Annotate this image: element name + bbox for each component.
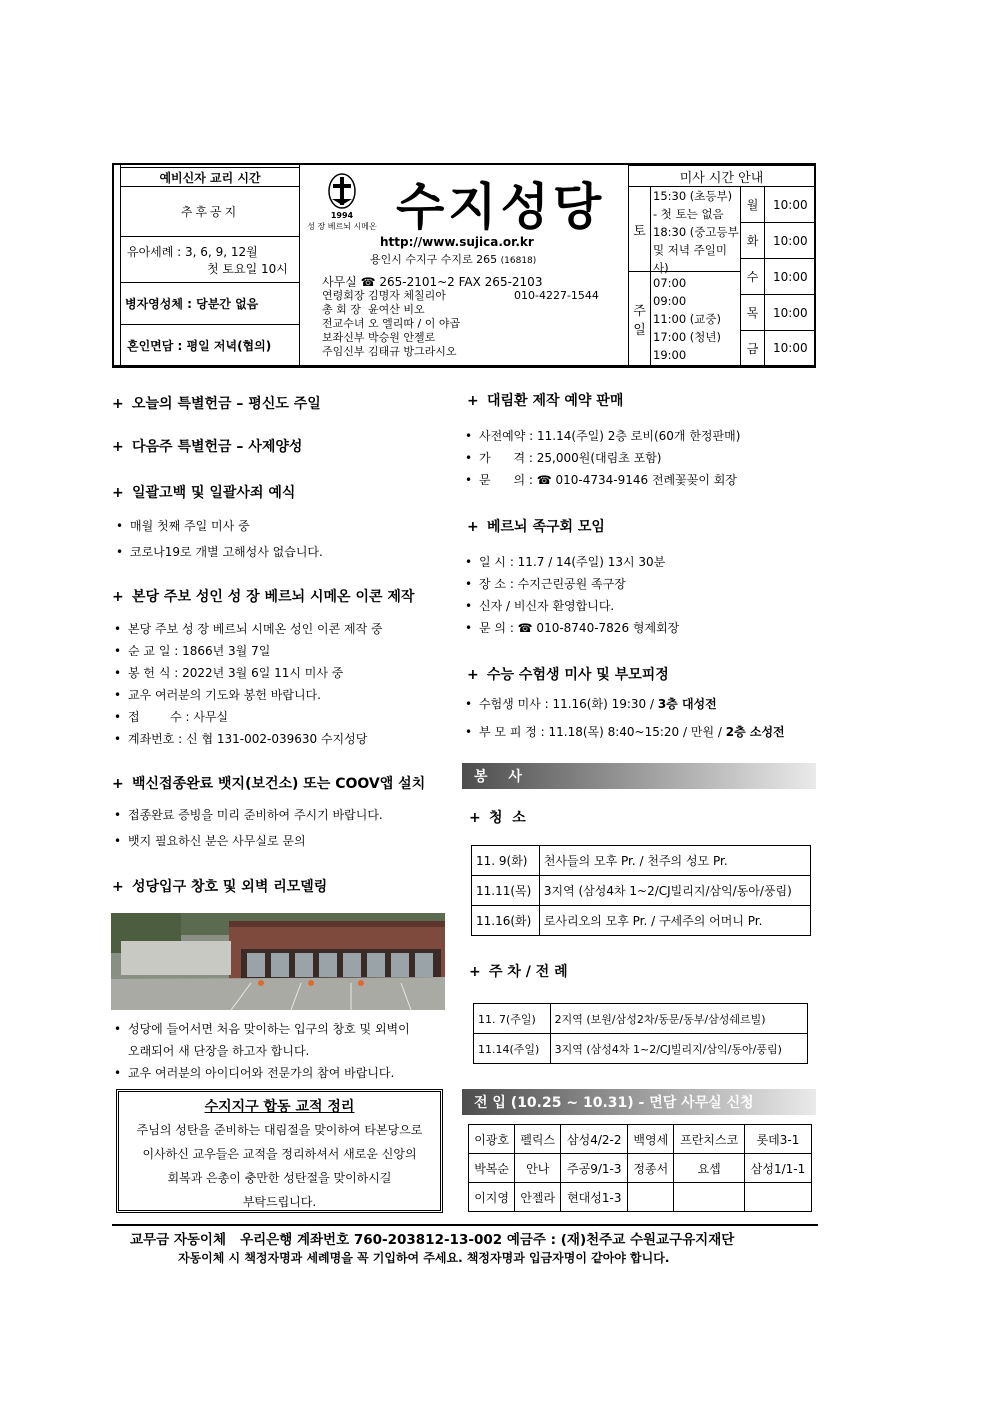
list-item bbox=[463, 693, 785, 715]
mass-time-line: - 첫 토는 없음 bbox=[653, 207, 724, 221]
exam-mass-list bbox=[463, 693, 785, 743]
sunday-label bbox=[629, 272, 651, 365]
weekday-time: 10:00 bbox=[773, 197, 808, 212]
staff-name: 오 엘리따 / 이 야곱 bbox=[368, 317, 461, 330]
remodeling-list bbox=[112, 1018, 410, 1084]
table-cell: 요셉 bbox=[674, 1154, 745, 1183]
staff-role: 보좌신부 bbox=[322, 331, 365, 344]
confession-list bbox=[114, 515, 323, 563]
parking-table bbox=[473, 1003, 808, 1064]
mass-schedule-title: 미사 시간 안내 bbox=[629, 165, 815, 187]
plus-marker: + bbox=[112, 776, 124, 792]
transfer-bar: 전 입 (10.25 ~ 10.31) - 면담 사무실 신청 bbox=[462, 1089, 816, 1115]
table-row bbox=[472, 906, 811, 936]
section-heading: 백신접종완료 뱃지(보건소) 또는 COOV앱 설치 bbox=[132, 776, 426, 792]
table-cell: 2지역 (보원/삼성2차/동문/동부/삼성쉐르빌) bbox=[550, 1004, 807, 1034]
infant-baptism-line2: 첫 토요일 10시 bbox=[207, 261, 288, 276]
catechism-value: 추후공지 bbox=[121, 187, 299, 237]
table-cell bbox=[674, 1183, 745, 1212]
section-heading: 일괄고백 및 일괄사죄 예식 bbox=[132, 485, 296, 501]
staff-role: 전교수녀 bbox=[322, 317, 365, 330]
section-heading: 청 소 bbox=[489, 810, 526, 826]
table-cell: 현대성1-3 bbox=[561, 1183, 628, 1212]
table-row bbox=[474, 1004, 808, 1034]
table-cell: 3지역 (삼성4차 1~2/CJ빌리지/삼익/동아/풍림) bbox=[550, 1034, 807, 1064]
section-heading: 주 차 / 전 례 bbox=[489, 964, 568, 980]
table-cell: 삼성4/2-2 bbox=[561, 1125, 628, 1154]
table-cell: 안젤라 bbox=[515, 1183, 561, 1212]
vaccine-list bbox=[112, 804, 383, 852]
weekday-label: 월 bbox=[741, 187, 765, 222]
sunday-mass bbox=[629, 272, 741, 365]
logo-year: 1994 bbox=[330, 211, 354, 220]
table-cell: 펠릭스 bbox=[515, 1125, 561, 1154]
table-cell: 안나 bbox=[515, 1154, 561, 1183]
parish-address bbox=[370, 251, 536, 267]
staff-role: 연령회장 bbox=[322, 289, 365, 302]
section-jokgu-club bbox=[467, 516, 605, 536]
section-advent-wreath bbox=[467, 390, 623, 410]
weekday-time: 10:00 bbox=[773, 305, 808, 320]
weekday-mass bbox=[741, 259, 815, 295]
plus-marker: + bbox=[469, 810, 481, 826]
list-item: • 본당 주보 성 장 베르뇌 시메온 성인 이콘 제작 중 bbox=[112, 618, 383, 640]
staff-extra: 010-4227-1544 bbox=[514, 289, 599, 302]
staff-row bbox=[322, 289, 599, 303]
list-item: • 사전예약 : 11.14(주일) 2층 로비(60개 한정판매) bbox=[463, 425, 740, 447]
section-special-offering-next bbox=[112, 436, 302, 456]
section-exam-mass bbox=[467, 664, 669, 684]
parish-logo bbox=[306, 173, 378, 233]
jokgu-list bbox=[463, 551, 679, 639]
staff-row bbox=[322, 345, 599, 359]
table-cell: 박복순 bbox=[469, 1154, 515, 1183]
weekday-label: 금 bbox=[741, 331, 765, 365]
sunday-label-char: 주 bbox=[633, 303, 646, 319]
list-item-text: 수험생 미사 : 11.16(화) 19:30 / bbox=[479, 697, 658, 711]
table-row bbox=[469, 1125, 812, 1154]
plus-marker: + bbox=[112, 439, 124, 455]
transfer-table bbox=[468, 1124, 812, 1212]
section-vaccine-badge bbox=[112, 773, 425, 793]
list-item: • 신자 / 비신자 환영합니다. bbox=[463, 595, 679, 617]
table-cell: 11. 9(화) bbox=[472, 846, 540, 876]
section-communal-confession bbox=[112, 482, 295, 502]
notice-line: 회복과 은총이 충만한 성탄절을 맞이하시길 bbox=[167, 1171, 392, 1185]
list-item: • 교우 여러분의 아이디어와 전문가의 참여 바랍니다. bbox=[112, 1062, 410, 1084]
notice-title: 수지지구 합동 교적 정리 bbox=[204, 1099, 355, 1115]
table-cell: 11.14(주일) bbox=[474, 1034, 551, 1064]
staff-row bbox=[322, 317, 599, 331]
section-remodeling bbox=[112, 876, 327, 896]
table-row bbox=[474, 1034, 808, 1064]
mass-time-line: 18:30 (중고등부 bbox=[653, 225, 739, 239]
parish-url[interactable]: http://www.sujica.or.kr bbox=[380, 235, 534, 249]
weekday-label: 목 bbox=[741, 295, 765, 330]
table-cell bbox=[628, 1183, 674, 1212]
plus-marker: + bbox=[112, 485, 124, 501]
sick-communion: 병자영성체 : 당분간 없음 bbox=[121, 283, 299, 325]
list-item: • 접종완료 증빙을 미리 준비하여 주시기 바랍니다. bbox=[112, 804, 383, 826]
list-item: • 가 격 : 25,000원(대림초 포함) bbox=[463, 447, 740, 469]
table-cell: 백영세 bbox=[628, 1125, 674, 1154]
advent-wreath-list bbox=[463, 425, 740, 491]
parish-name: 수지성당 bbox=[396, 178, 606, 236]
table-cell bbox=[745, 1183, 812, 1212]
mass-time-line: 09:00 bbox=[653, 294, 687, 308]
marriage-consult: 혼인면담 : 평일 저녁(협의) bbox=[127, 338, 272, 353]
staff-role: 주임신부 bbox=[322, 345, 365, 358]
saturday-label: 토 bbox=[629, 187, 651, 271]
list-item: • 접 수 : 사무실 bbox=[112, 706, 383, 728]
plus-marker: + bbox=[469, 964, 481, 980]
weekday-time: 10:00 bbox=[773, 269, 808, 284]
mass-time-line: 11:00 (교중) bbox=[653, 312, 721, 326]
staff-name: 윤여산 비오 bbox=[368, 303, 425, 316]
saturday-mass bbox=[629, 187, 741, 275]
staff-row bbox=[322, 331, 599, 345]
section-heading: 수능 수험생 미사 및 부모피정 bbox=[487, 667, 669, 683]
weekday-label: 수 bbox=[741, 259, 765, 294]
table-cell: 11.11(목) bbox=[472, 876, 540, 906]
notice-line: 부탁드립니다. bbox=[242, 1195, 317, 1209]
staff-name: 김태규 방그라시오 bbox=[368, 345, 457, 358]
saturday-times bbox=[653, 187, 740, 277]
notice-line: 주님의 성탄을 준비하는 대림절을 맞이하여 타본당으로 bbox=[136, 1123, 423, 1137]
staff-name: 박승원 안젤로 bbox=[368, 331, 436, 344]
section-icon-production bbox=[112, 586, 414, 606]
cross-logo-icon bbox=[328, 173, 356, 209]
weekday-mass bbox=[741, 223, 815, 259]
address-text: 용인시 수지구 수지로 265 bbox=[370, 253, 498, 266]
list-item-location: 2층 소성전 bbox=[725, 725, 785, 739]
list-item: • 봉 헌 식 : 2022년 3월 6일 11시 미사 중 bbox=[112, 662, 383, 684]
masthead bbox=[112, 163, 816, 368]
list-item: • 교우 여러분의 기도와 봉헌 바랍니다. bbox=[112, 684, 383, 706]
infant-baptism bbox=[121, 237, 299, 283]
table-cell: 정종서 bbox=[628, 1154, 674, 1183]
footer-divider bbox=[112, 1224, 818, 1226]
church-entrance-photo bbox=[111, 913, 445, 1010]
list-item: • 성당에 들어서면 처음 맞이하는 입구의 창호 및 외벽이 bbox=[112, 1018, 410, 1040]
mass-time-line: 17:00 (청년) bbox=[653, 330, 721, 344]
parish-info-column bbox=[120, 165, 300, 365]
list-item: • 코로나19로 개별 고해성사 없습니다. bbox=[114, 541, 323, 563]
catechism-title: 예비신자 교리 시간 bbox=[121, 167, 299, 187]
weekday-time: 10:00 bbox=[773, 341, 808, 355]
section-heading: 오늘의 특별헌금 – 평신도 주일 bbox=[132, 396, 321, 412]
table-cell: 로사리오의 모후 Pr. / 구세주의 어머니 Pr. bbox=[539, 906, 810, 936]
list-item bbox=[463, 721, 785, 743]
list-item-location: 3층 대성전 bbox=[657, 697, 717, 711]
parish-title-block bbox=[300, 165, 628, 365]
list-item: • 문 의 : ☎ 010-4734-9146 전례꽃꽂이 회장 bbox=[463, 469, 740, 491]
table-row bbox=[472, 846, 811, 876]
notice-line: 이사하신 교우들은 교적을 정리하셔서 새로운 신앙의 bbox=[142, 1147, 417, 1161]
staff-list bbox=[322, 289, 599, 359]
icon-production-list bbox=[112, 618, 383, 750]
table-cell: 11. 7(주일) bbox=[474, 1004, 551, 1034]
zip-code: (16818) bbox=[500, 256, 537, 266]
table-cell: 삼성1/1-1 bbox=[745, 1154, 812, 1183]
section-heading: 성당입구 창호 및 외벽 리모델링 bbox=[132, 879, 328, 895]
section-heading: 베르뇌 족구회 모임 bbox=[487, 519, 605, 535]
list-item-text: 부 모 피 정 : 11.18(목) 8:40~15:20 / 만원 / bbox=[479, 725, 726, 739]
cleaning-table bbox=[471, 845, 811, 936]
auto-transfer-note: 자동이체 시 책정자명과 세례명을 꼭 기입하여 주세요. 책정자명과 입금자명이 같아야 합니다. bbox=[178, 1251, 670, 1265]
section-special-offering-today bbox=[112, 393, 321, 413]
section-heading: 본당 주보 성인 성 장 베르뇌 시메온 이콘 제작 bbox=[132, 589, 415, 605]
parking-heading bbox=[469, 961, 568, 981]
list-item: • 뱃지 필요하신 분은 사무실로 문의 bbox=[112, 830, 383, 852]
table-row bbox=[469, 1154, 812, 1183]
section-heading: 다음주 특별헌금 – 사제양성 bbox=[132, 439, 303, 455]
sunday-times bbox=[653, 274, 721, 364]
section-heading: 대림환 제작 예약 판매 bbox=[487, 393, 624, 409]
list-item: • 매월 첫째 주일 미사 중 bbox=[114, 515, 323, 537]
list-item: 오래되어 새 단장을 하고자 합니다. bbox=[128, 1044, 310, 1058]
mass-time-line: 15:30 (초등부) bbox=[653, 189, 733, 203]
cleaning-heading bbox=[469, 807, 526, 827]
mass-time-line: 및 저녁 주일미사) bbox=[653, 243, 727, 275]
office-phone: 사무실 ☎ 265-2101~2 FAX 265-2103 bbox=[322, 275, 543, 289]
table-cell: 천사들의 모후 Pr. / 천주의 성모 Pr. bbox=[539, 846, 810, 876]
plus-marker: + bbox=[467, 667, 479, 683]
weekday-label: 화 bbox=[741, 223, 765, 258]
mass-time-line: 07:00 bbox=[653, 276, 687, 290]
plus-marker: + bbox=[467, 519, 479, 535]
joint-registry-notice bbox=[116, 1089, 443, 1213]
weekday-mass bbox=[741, 187, 815, 223]
mass-schedule bbox=[628, 165, 814, 365]
logo-name: 성 장 베르뇌 시메온 bbox=[307, 222, 377, 231]
staff-name: 김명자 체칠리아 bbox=[368, 289, 446, 302]
table-cell: 이광호 bbox=[469, 1125, 515, 1154]
weekday-mass bbox=[741, 295, 815, 331]
weekday-mass bbox=[741, 331, 815, 365]
table-cell: 롯데3-1 bbox=[745, 1125, 812, 1154]
table-row bbox=[469, 1183, 812, 1212]
sunday-label-char: 일 bbox=[633, 322, 646, 338]
list-item: • 장 소 : 수지근린공원 족구장 bbox=[463, 573, 679, 595]
table-cell: 프란치스코 bbox=[674, 1125, 745, 1154]
list-item: • 일 시 : 11.7 / 14(주일) 13시 30분 bbox=[463, 551, 679, 573]
table-cell: 11.16(화) bbox=[472, 906, 540, 936]
staff-row bbox=[322, 303, 599, 317]
notice-body bbox=[119, 1118, 440, 1214]
plus-marker: + bbox=[112, 589, 124, 605]
table-row bbox=[472, 876, 811, 906]
list-item: • 순 교 일 : 1866년 3월 7일 bbox=[112, 640, 383, 662]
staff-role: 총 회 장 bbox=[322, 303, 361, 316]
list-item: • 문 의 : ☎ 010-8740-7826 형제회장 bbox=[463, 617, 679, 639]
table-cell: 주공9/1-3 bbox=[561, 1154, 628, 1183]
table-cell: 3지역 (삼성4차 1~2/CJ빌리지/삼익/동아/풍림) bbox=[539, 876, 810, 906]
table-cell: 이지영 bbox=[469, 1183, 515, 1212]
list-item: • 계좌번호 : 신 협 131-002-039630 수지성당 bbox=[112, 728, 383, 750]
infant-baptism-line1: 유아세례 : 3, 6, 9, 12월 bbox=[127, 244, 258, 259]
church-photo-image bbox=[111, 913, 445, 1010]
plus-marker: + bbox=[467, 393, 479, 409]
plus-marker: + bbox=[112, 396, 124, 412]
mass-time-line: 19:00 bbox=[653, 348, 687, 362]
weekday-time: 10:00 bbox=[773, 233, 808, 248]
auto-transfer-info: 교무금 자동이체 우리은행 계좌번호 760-203812-13-002 예금주 : (재)천주교 수원교구유지재단 bbox=[130, 1232, 735, 1248]
plus-marker: + bbox=[112, 879, 124, 895]
service-bar: 봉 사 bbox=[462, 763, 816, 789]
